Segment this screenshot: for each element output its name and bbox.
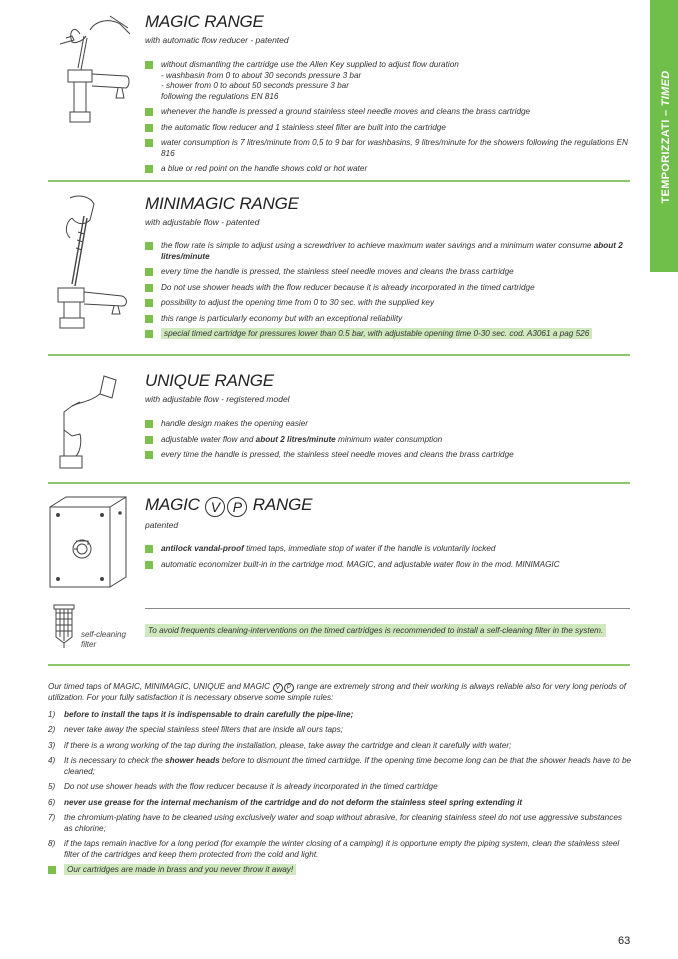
minimagic-range-title: MINIMAGIC RANGE bbox=[145, 194, 299, 213]
list-item: 2) never take away the special stainless steel filters that are inside all ours taps; bbox=[48, 725, 343, 734]
magic-vp-range-subtitle: patented bbox=[145, 520, 179, 530]
magic-range-subtitle: with automatic flow reducer - patented bbox=[145, 35, 289, 45]
highlight-note: special timed cartridge for pressures lower than 0.5 bar, with adjustable opening time 0-30 sec. cod. A3061 a pag 526 bbox=[161, 328, 592, 339]
list-item: the automatic flow reducer and 1 stainless steel filter are built into the cartridge bbox=[145, 123, 635, 134]
bullet-square bbox=[145, 561, 153, 569]
list-item: 6) never use grease for the internal mechanism of the cartridge and do not deform the stainless steel spring extending it bbox=[48, 797, 523, 807]
magic-vp-range-title: MAGIC V P RANGE bbox=[145, 495, 313, 515]
page-number: 63 bbox=[618, 935, 631, 947]
rules-list bbox=[48, 710, 632, 861]
list-item: every time the handle is pressed, the stainless steel needle moves and cleans the brass cartridge bbox=[145, 450, 635, 461]
list-item: automatic economizer built-in in the cartridge mod. MAGIC, and adjustable water flow in the mod. MINIMAGIC bbox=[145, 560, 635, 571]
list-item: antilock vandal-proof timed taps, immediate stop of water if the handle is voluntarily locked bbox=[145, 544, 635, 555]
list-item: handle design makes the opening easier bbox=[145, 419, 635, 430]
bullet-square bbox=[145, 108, 153, 116]
rules-intro: Our timed taps of MAGIC, MINIMAGIC, UNIQUE and MAGIC V P range are extremely strong and their working is always reliable also for very long periods of utilization. For your fully satisfaction it is necessary observe some simple rules: bbox=[48, 682, 627, 702]
magic-range-bullets bbox=[145, 60, 635, 180]
magic-vp-range-bullets bbox=[145, 544, 635, 575]
magic-range-section bbox=[145, 12, 289, 45]
list-item bbox=[145, 329, 635, 340]
bullet-square bbox=[145, 242, 153, 250]
list-item: 8) if the taps remain inactive for a long period (for example the winter closing of a camping) it is opportune empty the piping system, clean the stainless steel filter of the cartridges and keep them protected from the cold and light. bbox=[48, 839, 620, 859]
bullet-square bbox=[145, 436, 153, 444]
bullet-square bbox=[145, 165, 153, 173]
filter-notice: To avoid frequents cleaning-interventions on the timed cartridges is recommended to install a self-cleaning filter in the system. bbox=[145, 624, 606, 637]
unique-range-bullets bbox=[145, 419, 635, 466]
list-item: 5) Do not use shower heads with the flow reducer because it is already incorporated in the timed cartridge bbox=[48, 782, 438, 791]
side-tab-label: TEMPORIZZATI – TIMED bbox=[660, 70, 672, 204]
minimagic-range-section bbox=[145, 194, 299, 227]
minimagic-range-subtitle: with adjustable flow - patented bbox=[145, 217, 260, 227]
bullet-square bbox=[145, 420, 153, 428]
list-item: adjustable water flow and about 2 litres/minute minimum water consumption bbox=[145, 435, 635, 446]
bullet-square bbox=[145, 139, 153, 147]
minimagic-range-bullets bbox=[145, 241, 635, 345]
bullet-square bbox=[145, 330, 153, 338]
section-divider bbox=[48, 482, 630, 484]
section-divider bbox=[48, 180, 630, 182]
bullet-square bbox=[145, 315, 153, 323]
bullet-square bbox=[145, 299, 153, 307]
list-item: water consumption is 7 litres/minute from 0,5 to 9 bar for washbasins, 9 litres/minute for the showers following the regulations EN 816 bbox=[145, 138, 635, 159]
unique-range-subtitle: with adjustable flow - registered model bbox=[145, 394, 290, 404]
list-item: every time the handle is pressed, the stainless steel needle moves and cleans the brass cartridge bbox=[145, 267, 635, 278]
list-item: possibility to adjust the opening time from 0 to 30 sec. with the supplied key bbox=[145, 298, 635, 309]
v-badge-small: V bbox=[273, 683, 283, 693]
list-item: Do not use shower heads with the flow reducer because it is already incorporated in the timed cartridge bbox=[145, 283, 635, 294]
list-item: the flow rate is simple to adjust using a screwdriver to achieve maximum water savings and a minimum water consume about 2 litres/minute bbox=[145, 241, 635, 262]
list-item: whenever the handle is pressed a ground stainless steel needle moves and cleans the brass cartridge bbox=[145, 107, 635, 118]
unique-tap-illustration bbox=[50, 372, 135, 472]
list-item: a blue or red point on the handle shows cold or hot water bbox=[145, 164, 635, 175]
bullet-square bbox=[145, 124, 153, 132]
magic-tap-illustration bbox=[50, 14, 135, 132]
list-item: without dismantling the cartridge use the Allen Key supplied to adjust flow duration - washbasin from 0 to about 30 seconds pressure 3 bar - shower from 0 to about 50 seconds pressure 3 bar following the regulations EN 816 bbox=[145, 60, 635, 102]
bullet-square bbox=[145, 545, 153, 553]
p-badge-small: P bbox=[284, 683, 294, 693]
magic-vp-range-section bbox=[145, 495, 312, 530]
v-badge: V bbox=[205, 497, 225, 517]
list-item: 7) the chromium-plating have to be cleaned using exclusively water and soap without abrasive, for cleaning stainless steel do not use aggressive substances as chlorine; bbox=[48, 813, 622, 833]
bullet-square bbox=[48, 866, 56, 874]
magic-vp-panel-illustration bbox=[44, 493, 134, 591]
bullet-square bbox=[145, 268, 153, 276]
bullet-square bbox=[145, 61, 153, 69]
list-item: 4) It is necessary to check the shower heads before to dismount the timed cartridge. If the opening time become long can be that the shower heads have to be cleaned; bbox=[48, 756, 632, 776]
self-cleaning-filter-icon bbox=[50, 603, 78, 649]
usage-rules bbox=[48, 682, 632, 876]
list-item: this range is particularly economy but with an exceptional reliability bbox=[145, 314, 635, 325]
list-item: 1) before to install the taps it is indispensable to drain carefully the pipe-line; bbox=[48, 709, 354, 719]
unique-range-title: UNIQUE RANGE bbox=[145, 371, 274, 390]
list-item: 3) if there is a wrong working of the tap during the installation, please, take away the cartridge and clean it carefully with water; bbox=[48, 740, 512, 750]
unique-range-section bbox=[145, 371, 290, 404]
magic-range-title: MAGIC RANGE bbox=[145, 12, 264, 31]
filter-divider bbox=[145, 608, 630, 609]
p-badge: P bbox=[227, 497, 247, 517]
section-divider bbox=[48, 664, 630, 666]
final-note: Our cartridges are made in brass and you never throw it away! bbox=[48, 865, 632, 876]
bullet-square bbox=[145, 451, 153, 459]
section-divider bbox=[48, 354, 630, 356]
bullet-square bbox=[145, 284, 153, 292]
minimagic-tap-illustration bbox=[50, 192, 135, 334]
filter-label: self-cleaning filter bbox=[81, 630, 126, 649]
